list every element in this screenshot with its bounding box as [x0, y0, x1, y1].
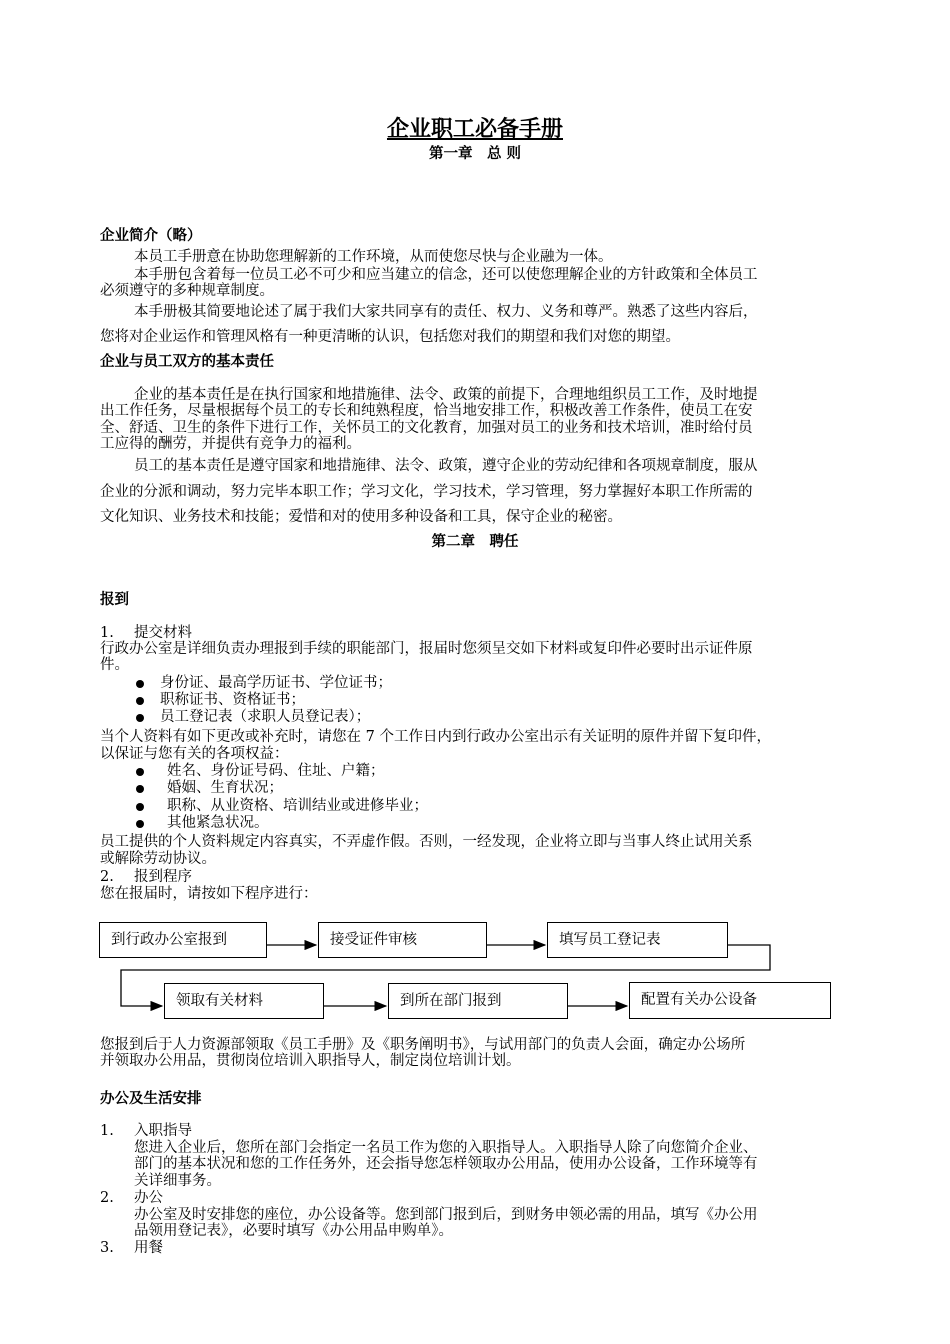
flow-step-4: 领取有关材料: [164, 983, 324, 1019]
paragraph: 全、舒适、卫生的条件下进行工作，关怀员工的文化教育，加强对员工的业务和技术培训，准时给付员: [100, 420, 753, 436]
flow-step-6: 配置有关办公设备: [629, 982, 831, 1019]
paragraph: 件。: [100, 657, 129, 673]
paragraph: 或解除劳动协议。: [100, 851, 216, 867]
paragraph: 部门的基本状况和您的工作任务外，还会指导您怎样领取办公用品，使用办公设备，工作环境等有: [134, 1156, 758, 1172]
list-item-title: 用餐: [134, 1240, 163, 1256]
paragraph: 本员工手册意在协助您理解新的工作环境，从而使您尽快与企业融为一体。: [134, 249, 613, 265]
chapter-1-heading: 第一章 总 则: [428, 146, 522, 162]
list-number: 3.: [100, 1240, 114, 1256]
paragraph: 办公室及时安排您的座位，办公设备等。您到部门报到后，到财务申领必需的用品，填写《办公用: [134, 1207, 758, 1223]
flow-step-1: 到行政办公室报到: [99, 922, 267, 958]
paragraph: 您报到后于人力资源部领取《员工手册》及《职务阐明书》，与试用部门的负责人会面，确定办公场所: [100, 1037, 746, 1053]
paragraph: 本手册极其简要地论述了属于我们大家共同享有的责任、权力、义务和尊严。熟悉了这些内容后，: [134, 304, 758, 320]
paragraph: 出工作任务，尽量根据每个员工的专长和纯熟程度，恰当地安排工作，积极改善工作条件，使员工在安: [100, 403, 753, 419]
paragraph: 本手册包含着每一位员工必不可少和应当建立的信念，还可以使您理解企业的方针政策和全体员工: [134, 267, 758, 283]
paragraph: 您将对企业运作和管理风格有一种更清晰的认识，包括您对我们的期望和我们对您的期望。: [100, 329, 680, 345]
paragraph: 行政办公室是详细负责办理报到手续的职能部门，报届时您须呈交如下材料或复印件必要时出示证件原: [100, 641, 753, 657]
list-number: 2.: [100, 869, 114, 885]
list-item-title: 提交材料: [134, 625, 192, 641]
list-item: 婚姻、生育状况；: [167, 780, 283, 796]
paragraph: 工应得的酬劳，并提供有竞争力的福利。: [100, 436, 361, 452]
section-heading-company-intro: 企业简介（略）: [100, 228, 202, 244]
paragraph: 员工提供的个人资料规定内容真实，不弄虚作假。否则，一经发现，企业将立即与当事人终止试用关系: [100, 834, 753, 850]
list-number: 1.: [100, 1123, 114, 1139]
paragraph: 员工的基本责任是遵守国家和地措施律、法令、政策，遵守企业的劳动纪律和各项规章制度，服从: [134, 458, 758, 474]
list-item: 职称证书、资格证书；: [160, 692, 305, 708]
list-item-title: 报到程序: [134, 869, 192, 885]
list-item-title: 办公: [134, 1190, 163, 1206]
flow-step-2: 接受证件审核: [318, 922, 487, 958]
section-heading-office: 办公及生活安排: [100, 1091, 202, 1107]
section-heading-report: 报到: [100, 592, 129, 608]
paragraph: 关详细事务。: [134, 1173, 221, 1189]
list-item-title: 入职指导: [134, 1123, 192, 1139]
section-heading-responsibilities: 企业与员工双方的基本责任: [100, 354, 274, 370]
list-item: 其他紧急状况。: [167, 815, 269, 831]
paragraph: 企业的分派和调动，努力完毕本职工作；学习文化，学习技术，学习管理，努力掌握好本职工作所需的: [100, 484, 753, 500]
paragraph: 必须遵守的多种规章制度。: [100, 283, 274, 299]
paragraph: 当个人资料有如下更改或补充时，请您在 7 个工作日内到行政办公室出示有关证明的原件并留下复印件，: [100, 729, 771, 745]
flow-step-3: 填写员工登记表: [547, 922, 728, 958]
chapter-2-heading: 第二章 聘任: [431, 534, 519, 550]
document-title: 企业职工必备手册: [386, 116, 563, 142]
list-item: 姓名、身份证号码、住址、户籍；: [167, 763, 385, 779]
paragraph: 您进入企业后，您所在部门会指定一名员工作为您的入职指导人。入职指导人除了向您简介企业、: [134, 1140, 758, 1156]
paragraph: 文化知识、业务技术和技能；爱惜和对的使用多种设备和工具，保守企业的秘密。: [100, 509, 622, 525]
paragraph: 品领用登记表》，必要时填写《办公用品申购单》。: [134, 1223, 453, 1239]
paragraph: 企业的基本责任是在执行国家和地措施律、法令、政策的前提下，合理地组织员工工作，及时地提: [134, 387, 758, 403]
paragraph: 以保证与您有关的各项权益：: [100, 746, 289, 762]
list-item: 职称、从业资格、培训结业或进修毕业；: [167, 798, 428, 814]
paragraph: 您在报届时，请按如下程序进行：: [100, 886, 318, 902]
list-number: 1.: [100, 625, 114, 641]
list-item: 身份证、最高学历证书、学位证书；: [160, 675, 392, 691]
list-item: 员工登记表（求职人员登记表）；: [160, 709, 371, 725]
list-number: 2.: [100, 1190, 114, 1206]
flow-step-5: 到所在部门报到: [388, 983, 568, 1019]
paragraph: 并领取办公用品，贯彻岗位培训入职指导人，制定岗位培训计划。: [100, 1053, 521, 1069]
